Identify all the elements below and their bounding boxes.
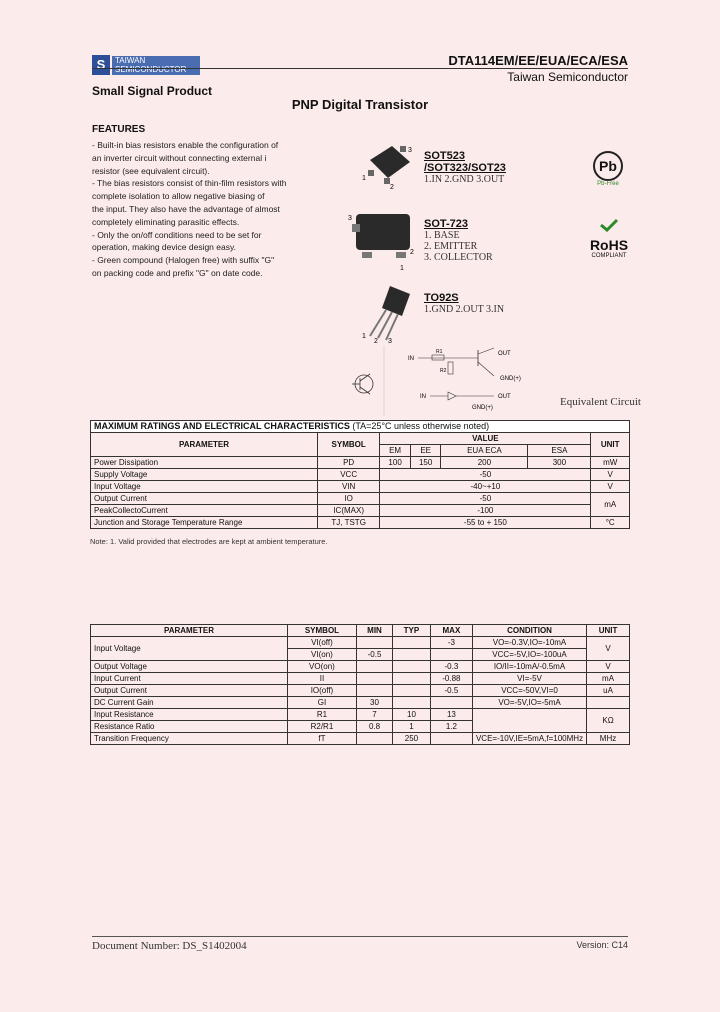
header-divider xyxy=(92,68,628,69)
sot523-pin-1: 1 xyxy=(362,175,366,182)
sot523-pin-3: 3 xyxy=(408,147,412,154)
cell-min xyxy=(356,637,392,649)
cell-max: -0.3 xyxy=(430,661,472,673)
sot723-lead xyxy=(362,252,372,258)
cell-param: Transition Frequency xyxy=(91,733,288,745)
cell-typ xyxy=(393,673,431,685)
sot523-lead xyxy=(400,146,406,152)
cell-unit: uA xyxy=(587,685,630,697)
subheader-eua-eca: EUA ECA xyxy=(441,445,528,457)
sot523-lead xyxy=(368,170,374,176)
cell-symbol: R1 xyxy=(288,709,357,721)
cell-symbol: IC(MAX) xyxy=(318,505,380,517)
cell-symbol: II xyxy=(288,673,357,685)
electrical-characteristics-table xyxy=(90,624,630,745)
rohs-title: RoHS xyxy=(589,237,629,253)
cell-param: PeakCollectoCurrent xyxy=(91,505,318,517)
cell-symbol: VI(on) xyxy=(288,649,357,661)
cell-symbol: VO(on) xyxy=(288,661,357,673)
cell-param: Output Current xyxy=(91,493,318,505)
header-min: MIN xyxy=(356,625,392,637)
to92s-package-image xyxy=(360,280,422,344)
cell-symbol: VI(off) xyxy=(288,637,357,649)
table-row xyxy=(91,505,630,517)
footer-divider xyxy=(92,936,628,937)
cell-min xyxy=(356,673,392,685)
version: Version: C14 xyxy=(576,940,628,950)
table-row xyxy=(91,493,630,505)
cell-symbol: GI xyxy=(288,697,357,709)
cell-symbol: fT xyxy=(288,733,357,745)
header-unit: UNIT xyxy=(587,625,630,637)
cell-max: -3 xyxy=(430,637,472,649)
cell-value: 100 xyxy=(380,457,411,469)
feature-line: completely eliminating parasitic effects. xyxy=(92,216,240,227)
buffer-symbol-icon xyxy=(448,392,456,400)
cell-symbol: IO xyxy=(318,493,380,505)
sot723-lead xyxy=(396,252,406,258)
subheader-esa: ESA xyxy=(528,445,591,457)
cell-value: -100 xyxy=(380,505,591,517)
table-row xyxy=(91,733,630,745)
cell-unit: mA xyxy=(587,673,630,685)
sot523-pin-2: 2 xyxy=(390,184,394,190)
cell-unit: MHz xyxy=(587,733,630,745)
cell-unit: KΩ xyxy=(587,709,630,733)
cell-value: 150 xyxy=(410,457,441,469)
feature-line: the input. They also have the advantage of almost xyxy=(92,203,280,214)
cell-condition: VCC=-50V,VI=0 xyxy=(472,685,586,697)
header-parameter: PARAMETER xyxy=(91,433,318,457)
cell-typ: 10 xyxy=(393,709,431,721)
pb-free-label: Pb-Free xyxy=(597,181,619,187)
sot723-pin3-text: 3. COLLECTOR xyxy=(424,252,493,263)
cell-param: Supply Voltage xyxy=(91,469,318,481)
cell-max: 1.2 xyxy=(430,721,472,733)
cell-typ xyxy=(393,697,431,709)
cell-condition: VO=-0.3V,IO=-10mA xyxy=(472,637,586,649)
table-row xyxy=(91,517,630,529)
to92s-lead xyxy=(378,312,392,338)
subheader-ee: EE xyxy=(410,445,441,457)
table-header-row xyxy=(91,433,630,445)
cell-max xyxy=(430,733,472,745)
cell-unit: V xyxy=(587,637,630,661)
subheader-em: EM xyxy=(380,445,411,457)
cell-param: DC Current Gain xyxy=(91,697,288,709)
cell-max: -0.88 xyxy=(430,673,472,685)
cell-condition: VCE=-10V,IE=5mA,f=100MHz xyxy=(472,733,586,745)
cell-typ: 250 xyxy=(393,733,431,745)
sot723-pin2-text: 2. EMITTER xyxy=(424,241,478,252)
cell-max: -0.5 xyxy=(430,685,472,697)
company-name: Taiwan Semiconductor xyxy=(507,70,628,84)
header-value: VALUE xyxy=(380,433,591,445)
feature-line: resistor (see equivalent circuit). xyxy=(92,165,210,176)
feature-line: complete isolation to allow negative biasing of xyxy=(92,191,265,202)
features-heading: FEATURES xyxy=(92,124,146,135)
rohs-compliant: COMPLIANT xyxy=(591,253,627,259)
circuit-in-label: IN xyxy=(408,356,414,362)
cell-min: -0.5 xyxy=(356,649,392,661)
feature-line: operation, making device design easy. xyxy=(92,242,236,253)
table-header-row xyxy=(91,625,630,637)
logo-line1: TAIWAN xyxy=(115,56,146,65)
resistor-r1-icon xyxy=(432,355,444,360)
cell-value: 300 xyxy=(528,457,591,469)
sot723-package-image xyxy=(348,208,418,276)
to92s-pinout: 1.GND 2.OUT 3.IN xyxy=(424,304,505,315)
cell-symbol: IO(off) xyxy=(288,685,357,697)
cell-unit xyxy=(587,697,630,709)
feature-line: on packing code and prefix "G" on date code. xyxy=(92,267,263,278)
document-number: Document Number: DS_S1402004 xyxy=(92,940,247,952)
table-row xyxy=(91,661,630,673)
circuit-gnd2-label: GND(+) xyxy=(472,405,493,411)
header-condition: CONDITION xyxy=(472,625,586,637)
header-symbol: SYMBOL xyxy=(318,433,380,457)
cell-param: Junction and Storage Temperature Range xyxy=(91,517,318,529)
page-title: PNP Digital Transistor xyxy=(291,97,429,112)
rohs-badge xyxy=(586,218,632,259)
cell-param: Power Dissipation xyxy=(91,457,318,469)
cell-value: 200 xyxy=(441,457,528,469)
circuit-r2-label: R2 xyxy=(440,368,447,374)
logo-line2: SEMICONDUCTOR xyxy=(115,65,187,74)
sot523-pinout: 1.IN 2.GND 3.OUT xyxy=(424,174,505,185)
pb-free-icon: Pb xyxy=(593,151,623,181)
sot523-name: SOT523 xyxy=(424,150,465,162)
cell-param: Input Current xyxy=(91,673,288,685)
cell-unit: mA xyxy=(591,493,630,517)
cell-value: -50 xyxy=(380,493,591,505)
cell-param: Output Current xyxy=(91,685,288,697)
table-row xyxy=(91,697,630,709)
sot723-pin-3: 3 xyxy=(348,215,352,222)
circuit-gnd-label: GND(+) xyxy=(500,376,521,382)
cell-typ xyxy=(393,661,431,673)
circuit-in2-label: IN xyxy=(420,394,426,400)
cell-typ xyxy=(393,637,431,649)
sot723-pin1-text: 1. BASE xyxy=(424,230,460,241)
cell-value: -50 xyxy=(380,469,591,481)
feature-line: - The bias resistors consist of thin-film resistors with xyxy=(92,178,287,189)
feature-line: - Only the on/off conditions need to be set for xyxy=(92,229,262,240)
feature-line: - Green compound (Halogen free) with suffix "G" xyxy=(92,255,275,266)
features-list xyxy=(92,139,332,280)
cell-typ xyxy=(393,649,431,661)
table-row xyxy=(91,673,630,685)
table-row xyxy=(91,457,630,469)
company-logo-text xyxy=(112,56,200,75)
cell-symbol: TJ, TSTG xyxy=(318,517,380,529)
rohs-check-icon xyxy=(599,218,619,232)
header-parameter: PARAMETER xyxy=(91,625,288,637)
header-typ: TYP xyxy=(393,625,431,637)
table-row xyxy=(91,637,630,649)
cell-min: 30 xyxy=(356,697,392,709)
sot523-label xyxy=(424,150,506,185)
cell-param: Input Voltage xyxy=(91,481,318,493)
sot323-sot23-name: /SOT323/SOT23 xyxy=(424,162,506,174)
section-label: Small Signal Product xyxy=(92,84,213,98)
table-caption-title: MAXIMUM RATINGS AND ELECTRICAL CHARACTERISTICS xyxy=(94,421,350,431)
cell-unit: V xyxy=(591,469,630,481)
table-row xyxy=(91,709,630,721)
cell-symbol: VCC xyxy=(318,469,380,481)
part-number: DTA114EM/EE/EUA/ECA/ESA xyxy=(448,53,628,68)
circuit-out-label: OUT xyxy=(498,351,511,357)
sot723-body xyxy=(356,214,410,250)
cell-param: Resistance Ratio xyxy=(91,721,288,733)
header-unit: UNIT xyxy=(591,433,630,457)
to92s-label xyxy=(424,292,504,315)
header-symbol: SYMBOL xyxy=(288,625,357,637)
cell-min xyxy=(356,685,392,697)
cell-unit: V xyxy=(591,481,630,493)
to92s-pin-2: 2 xyxy=(374,338,378,344)
table-row xyxy=(91,469,630,481)
circuit-r1-label: R1 xyxy=(436,349,443,355)
to92s-pin-1: 1 xyxy=(362,333,366,340)
to92s-lead xyxy=(370,310,386,336)
table-row xyxy=(91,685,630,697)
cell-condition: IO/II=-10mA/-0.5mA xyxy=(472,661,586,673)
cell-param: Input Resistance xyxy=(91,709,288,721)
cell-typ: 1 xyxy=(393,721,431,733)
cell-min: 7 xyxy=(356,709,392,721)
cell-value: -55 to + 150 xyxy=(380,517,591,529)
circuit-out2-label: OUT xyxy=(498,394,511,400)
cell-condition: VI=-5V xyxy=(472,673,586,685)
table-caption-row xyxy=(91,421,630,433)
cell-condition: VCC=-5V,IO=-100uA xyxy=(472,649,586,661)
table-caption xyxy=(91,421,630,433)
sot723-pin-1: 1 xyxy=(400,265,404,272)
feature-line: - Built-in bias resistors enable the configuration of xyxy=(92,140,279,150)
cell-condition xyxy=(472,709,586,733)
sot523-package-image xyxy=(360,140,420,190)
cell-unit: V xyxy=(587,661,630,673)
cell-symbol: VIN xyxy=(318,481,380,493)
sot723-pin-2: 2 xyxy=(410,249,414,256)
feature-line: an inverter circuit without connecting external i xyxy=(92,152,267,163)
sot723-label xyxy=(424,218,493,263)
ratings-note: Note: 1. Valid provided that electrodes are kept at ambient temperature. xyxy=(90,537,328,546)
cell-min: 0.8 xyxy=(356,721,392,733)
sot723-name: SOT-723 xyxy=(424,218,469,230)
table-row xyxy=(91,481,630,493)
company-logo-mark: S xyxy=(92,55,110,75)
header-max: MAX xyxy=(430,625,472,637)
cell-param: Output Voltage xyxy=(91,661,288,673)
resistor-r2-icon xyxy=(448,362,453,374)
cell-symbol: R2/R1 xyxy=(288,721,357,733)
sot723-lead xyxy=(352,224,360,232)
cell-symbol: PD xyxy=(318,457,380,469)
cell-min xyxy=(356,661,392,673)
cell-param: Input Voltage xyxy=(91,637,288,661)
max-ratings-table xyxy=(90,420,630,529)
cell-max xyxy=(430,697,472,709)
cell-unit: mW xyxy=(591,457,630,469)
cell-max: 13 xyxy=(430,709,472,721)
cell-min xyxy=(356,733,392,745)
equivalent-circuit-caption: Equivalent Circuit xyxy=(560,396,641,408)
cell-max xyxy=(430,649,472,661)
cell-unit: °C xyxy=(591,517,630,529)
cell-condition: VO=-5V,IO=-5mA xyxy=(472,697,586,709)
to92s-pin-3: 3 xyxy=(388,338,392,344)
cell-typ xyxy=(393,685,431,697)
cell-value: -40~+10 xyxy=(380,481,591,493)
table-caption-condition: (TA=25°C unless otherwise noted) xyxy=(352,421,490,431)
to92s-name: TO92S xyxy=(424,292,459,304)
